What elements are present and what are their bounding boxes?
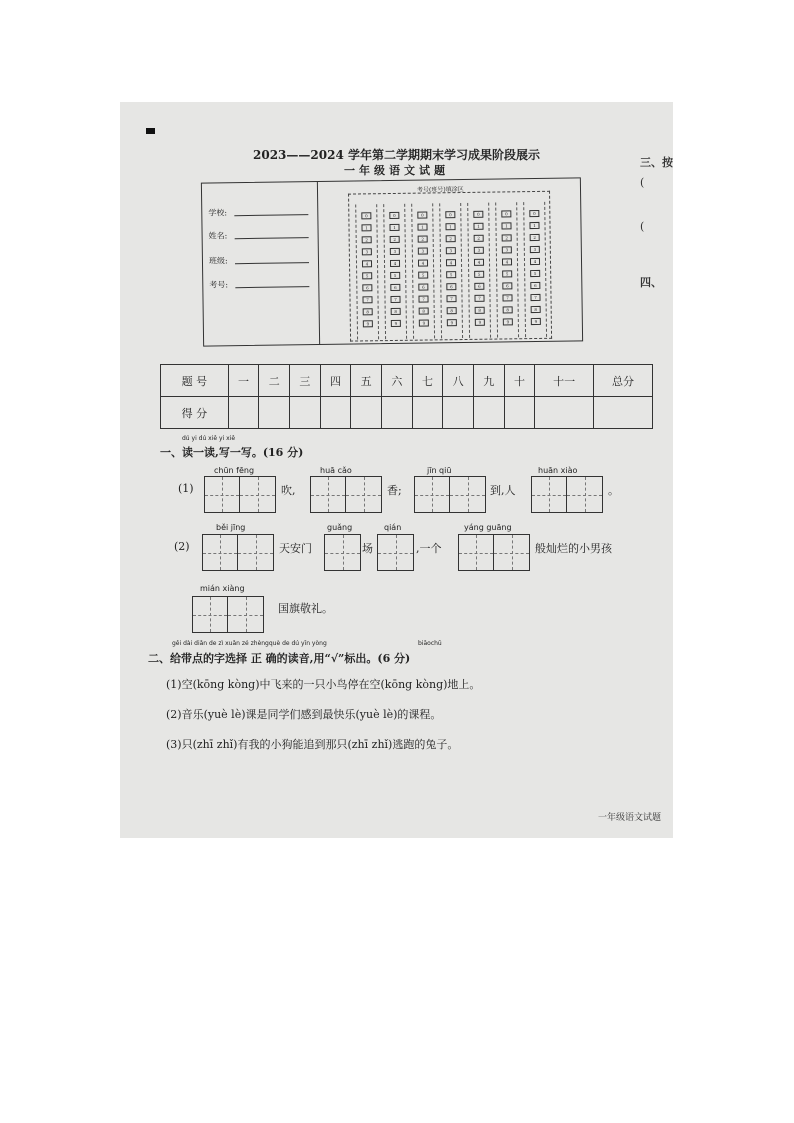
digit-bubble[interactable]: 4 — [362, 260, 372, 267]
digit-bubble[interactable]: 3 — [530, 246, 540, 253]
q1-number: (1) — [178, 482, 194, 495]
exam-no-field[interactable] — [235, 286, 309, 288]
q1-pinyin-2: huā cǎo — [320, 466, 352, 475]
q2-text-3: ,一个 — [416, 542, 442, 555]
digit-bubble[interactable]: 5 — [390, 272, 400, 279]
digit-bubble[interactable]: 9 — [531, 318, 541, 325]
digit-bubble[interactable]: 2 — [418, 235, 428, 242]
digit-bubble[interactable]: 6 — [502, 282, 512, 289]
section2-heading: 二、给带点的字选择 正 确的读音,用“√”标出。(6 分) — [148, 652, 411, 665]
digit-bubble[interactable]: 0 — [501, 210, 511, 217]
q1-text-4: 。 — [608, 484, 619, 497]
digit-bubble[interactable]: 3 — [502, 246, 512, 253]
digit-bubble[interactable]: 7 — [362, 296, 372, 303]
q1-writing-grid-2[interactable] — [310, 476, 382, 513]
digit-bubble[interactable]: 7 — [446, 295, 456, 302]
question-number-cell: 七 — [412, 365, 443, 397]
bubble-column — [439, 203, 463, 338]
digit-bubble[interactable]: 8 — [363, 308, 373, 315]
q2-pinyin-2: guǎng — [327, 523, 353, 532]
score-cell[interactable] — [259, 397, 290, 429]
exam-photo — [120, 102, 673, 838]
exam-subtitle: 一年级语文试题 — [344, 164, 449, 177]
digit-bubble[interactable]: 7 — [474, 295, 484, 302]
q2-text-5: 国旗敬礼。 — [278, 602, 333, 615]
digit-bubble[interactable]: 2 — [446, 235, 456, 242]
q1-writing-grid-1[interactable] — [204, 476, 276, 513]
exam-no-label: 考号: — [209, 280, 229, 290]
digit-bubble[interactable]: 2 — [390, 236, 400, 243]
section2-item-3: (3)只(zhī zhǐ)有我的小狗能追到那只(zhī zhǐ)逃跑的兔子。 — [166, 738, 459, 751]
bubble-column — [523, 202, 547, 337]
digit-bubble[interactable]: 2 — [362, 236, 372, 243]
school-label: 学校: — [208, 208, 228, 218]
q1-pinyin-3: jīn qiū — [427, 466, 452, 475]
digit-bubble[interactable]: 6 — [390, 284, 400, 291]
q2-pinyin-3: qián — [384, 523, 402, 532]
digit-bubble[interactable]: 9 — [363, 320, 373, 327]
question-number-cell: 二 — [259, 365, 290, 397]
question-number-cell: 十 — [504, 365, 535, 397]
digit-bubble[interactable]: 1 — [445, 223, 455, 230]
digit-bubble[interactable]: 0 — [473, 211, 483, 218]
q1-text-1: 吹, — [281, 484, 296, 497]
name-field[interactable] — [235, 237, 309, 239]
q2-writing-grid-1[interactable] — [202, 534, 274, 571]
digit-bubble[interactable]: 1 — [529, 222, 539, 229]
exam-sheet — [120, 102, 673, 838]
digit-bubble[interactable]: 9 — [447, 319, 457, 326]
question-number-cell: 五 — [351, 365, 382, 397]
q2-text-1: 天安门 — [279, 542, 312, 555]
q2-text-2: 场 — [362, 542, 373, 555]
section1-pinyin: dú yi dú xiě yi xiě — [182, 435, 236, 442]
digit-bubble[interactable]: 9 — [503, 318, 513, 325]
digit-bubble[interactable]: 4 — [418, 259, 428, 266]
digit-bubble[interactable]: 2 — [502, 234, 512, 241]
digit-bubble[interactable]: 9 — [391, 320, 401, 327]
digit-bubble[interactable]: 0 — [445, 211, 455, 218]
digit-bubble[interactable]: 0 — [389, 212, 399, 219]
score-cell[interactable] — [443, 397, 474, 429]
digit-bubble[interactable]: 6 — [474, 283, 484, 290]
bubble-fill-zone[interactable] — [348, 191, 552, 342]
section2-pinyin: gěi dài diǎn de zì xuǎn zé zhèngquè de dú yīn yòng — [172, 640, 327, 647]
digit-bubble[interactable]: 3 — [418, 247, 428, 254]
question-number-cell: 八 — [443, 365, 474, 397]
digit-bubble[interactable]: 8 — [531, 306, 541, 313]
q2-pinyin-1: běi jīng — [216, 523, 246, 532]
section1-heading: 一、读一读,写一写。(16 分) — [160, 446, 304, 459]
score-cell[interactable] — [535, 397, 594, 429]
q2-writing-grid-2[interactable] — [324, 534, 361, 571]
question-number-label: 题 号 — [161, 365, 229, 397]
digit-bubble[interactable]: 6 — [446, 283, 456, 290]
digit-bubble[interactable]: 7 — [502, 294, 512, 301]
q2-pinyin-5: mián xiàng — [200, 584, 245, 593]
digit-bubble[interactable]: 0 — [529, 210, 539, 217]
right-edge-text-3: ( — [640, 220, 645, 233]
digit-bubble[interactable]: 8 — [475, 307, 485, 314]
student-info-box — [201, 177, 583, 346]
digit-bubble[interactable]: 4 — [502, 258, 512, 265]
digit-bubble[interactable]: 4 — [446, 259, 456, 266]
digit-bubble[interactable]: 3 — [362, 248, 372, 255]
question-number-cell: 四 — [320, 365, 351, 397]
score-cell[interactable] — [473, 397, 504, 429]
score-cell[interactable] — [594, 397, 653, 429]
digit-bubble[interactable]: 8 — [419, 307, 429, 314]
digit-bubble[interactable]: 8 — [391, 308, 401, 315]
digit-bubble[interactable]: 5 — [474, 271, 484, 278]
question-number-cell: 三 — [290, 365, 321, 397]
digit-bubble[interactable]: 8 — [447, 307, 457, 314]
q1-text-2: 香; — [387, 484, 402, 497]
bubble-column — [355, 204, 379, 339]
digit-bubble[interactable]: 1 — [417, 224, 427, 231]
digit-bubble[interactable]: 2 — [474, 235, 484, 242]
bubble-column — [383, 204, 407, 339]
page-footer: 一年级语文试题 — [598, 813, 662, 823]
score-cell[interactable] — [351, 397, 382, 429]
digit-bubble[interactable]: 9 — [475, 319, 485, 326]
digit-bubble[interactable]: 5 — [530, 270, 540, 277]
q1-writing-grid-4[interactable] — [531, 476, 603, 513]
digit-bubble[interactable]: 1 — [389, 224, 399, 231]
score-cell[interactable] — [320, 397, 351, 429]
question-number-cell: 六 — [382, 365, 413, 397]
digit-bubble[interactable]: 5 — [446, 271, 456, 278]
digit-bubble[interactable]: 1 — [501, 222, 511, 229]
class-field[interactable] — [235, 262, 309, 264]
score-table — [160, 364, 653, 429]
question-number-cell: 一 — [228, 365, 259, 397]
score-table-score-row — [161, 397, 653, 429]
bubble-column — [467, 203, 491, 338]
digit-bubble[interactable]: 3 — [390, 248, 400, 255]
bubble-column — [411, 203, 435, 338]
section2-item-1: (1)空(kōng kòng)中飞来的一只小鸟停在空(kōng kòng)地上。 — [166, 678, 481, 691]
digit-bubble[interactable]: 3 — [446, 247, 456, 254]
q1-pinyin-1: chūn fēng — [214, 466, 255, 475]
score-cell[interactable] — [412, 397, 443, 429]
digit-bubble[interactable]: 0 — [361, 212, 371, 219]
q2-pinyin-4: yáng guāng — [464, 523, 512, 532]
digit-bubble[interactable]: 6 — [418, 283, 428, 290]
bubble-column — [495, 202, 519, 337]
q2-number: (2) — [174, 540, 190, 553]
digit-bubble[interactable]: 4 — [530, 258, 540, 265]
fill-zone-title: 考号(班号)填涂区 — [416, 185, 464, 194]
score-cell[interactable] — [290, 397, 321, 429]
digit-bubble[interactable]: 0 — [417, 212, 427, 219]
right-edge-text-1: 三、按 — [640, 156, 673, 169]
digit-bubble[interactable]: 5 — [362, 272, 372, 279]
q2-writing-grid-5[interactable] — [192, 596, 264, 633]
exam-title: 2023——2024 学年第二学期期末学习成果阶段展示 — [253, 148, 540, 162]
digit-bubble[interactable]: 7 — [418, 295, 428, 302]
score-cell[interactable] — [382, 397, 413, 429]
score-label: 得 分 — [161, 397, 229, 429]
digit-bubble[interactable]: 7 — [530, 294, 540, 301]
digit-bubble[interactable]: 9 — [419, 319, 429, 326]
q1-text-3: 到,人 — [490, 484, 516, 497]
right-edge-text-4: 四、 — [640, 276, 662, 289]
q1-pinyin-4: huān xiào — [538, 466, 578, 475]
q2-writing-grid-3[interactable] — [377, 534, 414, 571]
digit-bubble[interactable]: 1 — [473, 223, 483, 230]
section2-item-2: (2)音乐(yuè lè)课是同学们感到最快乐(yuè lè)的课程。 — [166, 708, 442, 721]
score-cell[interactable] — [504, 397, 535, 429]
digit-bubble[interactable]: 2 — [530, 234, 540, 241]
digit-bubble[interactable]: 5 — [418, 271, 428, 278]
digit-bubble[interactable]: 6 — [362, 284, 372, 291]
q1-writing-grid-3[interactable] — [414, 476, 486, 513]
digit-bubble[interactable]: 1 — [361, 224, 371, 231]
score-table-header-row — [161, 365, 653, 397]
q2-writing-grid-4[interactable] — [458, 534, 530, 571]
corner-mark — [146, 128, 155, 134]
digit-bubble[interactable]: 4 — [474, 259, 484, 266]
section2-pinyin-2: biāochū — [418, 640, 442, 647]
digit-bubble[interactable]: 8 — [503, 306, 513, 313]
school-field[interactable] — [234, 214, 308, 216]
class-label: 班级: — [208, 256, 228, 266]
digit-bubble[interactable]: 4 — [390, 260, 400, 267]
digit-bubble[interactable]: 7 — [390, 296, 400, 303]
digit-bubble[interactable]: 3 — [474, 247, 484, 254]
right-edge-text-2: ( — [640, 176, 645, 189]
name-label: 姓名: — [208, 231, 228, 241]
question-number-cell: 十一 — [535, 365, 594, 397]
digit-bubble[interactable]: 5 — [502, 270, 512, 277]
digit-bubble[interactable]: 6 — [530, 282, 540, 289]
q2-text-4: 般灿烂的小男孩 — [535, 542, 612, 555]
score-cell[interactable] — [228, 397, 259, 429]
question-number-cell: 总分 — [594, 365, 653, 397]
question-number-cell: 九 — [473, 365, 504, 397]
